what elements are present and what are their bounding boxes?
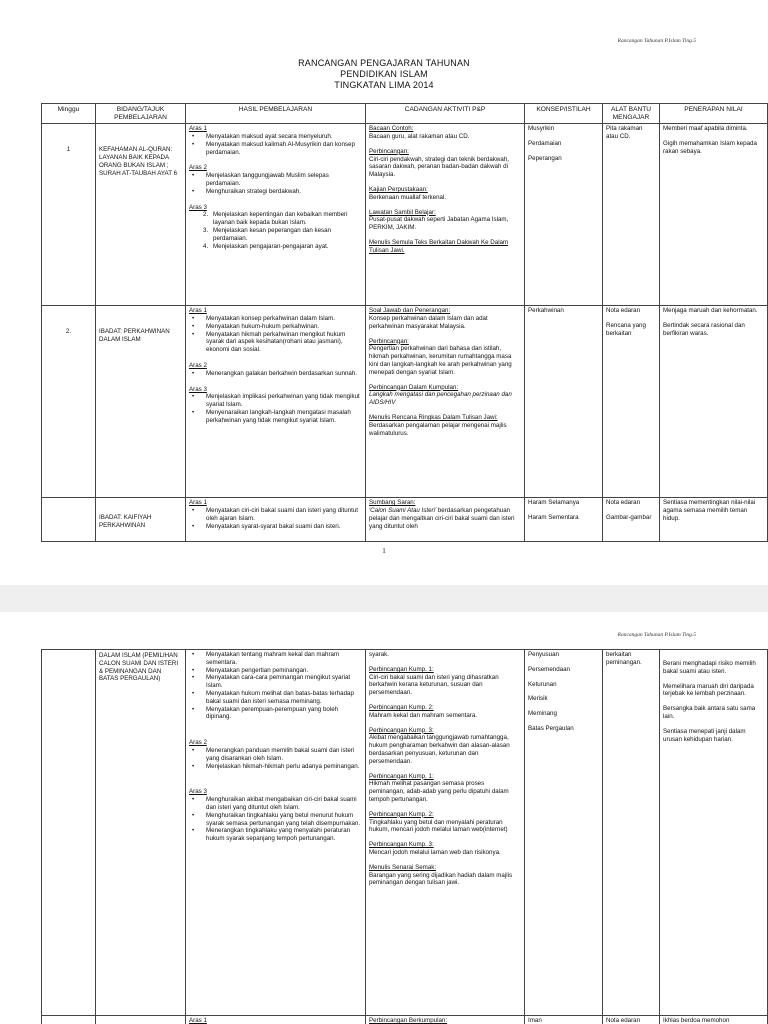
level-label: Aras 2 — [189, 739, 207, 747]
table-row — [42, 306, 768, 498]
activity-text: Barangan yang sering dijadikan hadiah dalam majlis peminangan dengan tulisan jawi. — [369, 871, 513, 887]
activity-text: Langkah mengatasi dan pencegahan perzinaan dan AIDS/HIV — [369, 391, 512, 407]
concept-term: Perdamaian — [528, 139, 562, 147]
level-label: Aras 2 — [189, 361, 207, 369]
teaching-aid: Nota edaran — [606, 499, 641, 507]
activity-heading: Perbincangan Kump. 1: — [369, 772, 434, 780]
topic-cell: KEFAHAMAN AL-QURAN: LAYANAN BAIK KEPADA ORANG BUKAN ISLAM ; SURAH AT-TAUBAH AYAT 6 — [96, 124, 186, 306]
column-header-topic: BIDANG/TAJUK PEMBELAJARAN — [96, 104, 186, 124]
teaching-aids-cell — [603, 1016, 660, 1024]
activity-text: Mahram kekal dan mahram sementara. — [369, 711, 477, 719]
value-item: Gigih memahamkan Islam kepada rakan sebaya. — [663, 139, 757, 155]
activity-text: Berdasarkan pengalaman pelajar mengenai majlis walimatulurus. — [369, 421, 507, 437]
list-item: • Menjelaskan tanggungjawab Muslim selepas perdamaian. — [189, 172, 362, 188]
activity-text: Pusat-pusat dakwah seperti Jabatan Agama Islam, PERKIM, JAKIM. — [369, 216, 509, 232]
list-item: • Menyatakan cara-cara peminangan mengikut syariat Islam. — [189, 674, 362, 690]
values-cell — [660, 498, 768, 542]
concept-term: Penyusuan — [528, 651, 559, 658]
teaching-aids-cell — [603, 650, 660, 1016]
list-item: • Menjelaskan implikasi perkahwinan yang tidak mengikut syariat Islam. — [189, 393, 362, 409]
running-header: Rancangan Tahunan P.Islam Ting.5 — [617, 38, 696, 44]
topic-cell: IBADAT: KAIFIYAH PERKAHWINAN — [96, 498, 186, 542]
table-row — [42, 650, 768, 1016]
teaching-aid: Rencana yang berkaitan — [606, 321, 646, 337]
list-item: • Menyatakan hukum melihat dan batas-batas terhadap bakal suami dan isteri semasa meminang. — [189, 690, 362, 706]
list-item: • Menghuraikan strategi berdakwah. — [189, 188, 362, 196]
value-item: Menjaga maruah dan kehormatan. — [663, 307, 758, 315]
activity-heading: Bacaan Contoh: — [369, 125, 414, 133]
outcomes-cell — [186, 124, 366, 306]
title-line-3: TINGKATAN LIMA 2014 — [334, 80, 434, 90]
activities-cell — [366, 124, 525, 306]
level-label: Aras 1 — [189, 125, 207, 133]
concept-term: Musyrikin — [528, 125, 555, 133]
document-page-2 — [0, 612, 768, 1024]
activity-heading: Perbincangan Kump. 1: — [369, 665, 434, 673]
column-header-teaching-aids: ALAT BANTU MENGAJAR — [603, 104, 660, 124]
level-label: Aras 3 — [189, 385, 207, 393]
table-header-row — [42, 104, 768, 124]
teaching-aids-cell — [603, 498, 660, 542]
level-label: Aras 3 — [189, 788, 207, 796]
outcomes-cell — [186, 498, 366, 542]
concepts-cell — [525, 498, 603, 542]
activity-text: Akibat mengabaikan tanggungjawab rumahtangga, hukum pengharaman berkahwin dan alasan-alasan berdasarkan penyusuan, keturunan dan persemendaan. — [369, 734, 510, 765]
activities-cell — [366, 650, 525, 1016]
list-item: • Menyatakan hukum-hukum perkahwinan. — [189, 323, 362, 331]
table-row — [42, 498, 768, 542]
level-label: Aras 1 — [189, 499, 207, 507]
concepts-cell — [525, 124, 603, 306]
lesson-plan-table-continued — [41, 649, 768, 1024]
teaching-aid: Pita rakaman atau CD. — [606, 125, 643, 140]
week-number: 2. — [42, 306, 96, 498]
activities-cell — [366, 498, 525, 542]
concept-term: Merisik — [528, 695, 548, 703]
concepts-cell — [525, 1016, 603, 1024]
outcomes-cell — [186, 650, 366, 1016]
teaching-aids-cell — [603, 124, 660, 306]
column-header-values: PENERAPAN NILAI — [660, 104, 768, 124]
concepts-cell — [525, 650, 603, 1016]
activity-text: Ciri-ciri pendakwah, strategi dan teknik berdakwah, sasaran dakwah, peranan badan-badan dakwah di Malaysia. — [369, 155, 509, 179]
activity-text: Mencari jodoh melalui laman web dan risikonya. — [369, 848, 501, 856]
activity-text: syarak. — [369, 651, 389, 658]
week-number — [42, 650, 96, 1016]
document-title — [0, 58, 768, 91]
concept-term: Haram Sementara — [528, 513, 579, 521]
level-label: Aras 1 — [189, 1017, 207, 1024]
activity-heading: Menulis Semula Teks Berkaitan Dakwah Ke Dalam Tulisan Jawi. — [369, 238, 509, 254]
activity-heading: Soal Jawab dan Penerangan: — [369, 307, 451, 315]
value-item: Sentiasa mementingkan nilai-nilai agama semasa memilih teman hidup. — [663, 499, 756, 522]
value-item: Berani menghadapi risiko memilih bakal suami atau isteri. — [663, 660, 756, 675]
value-item: Memberi maaf apabila diminta. — [663, 125, 748, 133]
lesson-plan-table — [41, 103, 768, 542]
list-item: • Menyatakan maksud kalimah Al-Musyrikin dan konsep perdamaian. — [189, 141, 362, 157]
activity-heading: Menulis Senarai Semak: — [369, 863, 437, 871]
concept-term: Keturunan — [528, 680, 557, 688]
list-item: • Menyatakan pengertian peminangan. — [189, 667, 362, 675]
column-header-week: Minggu — [42, 104, 96, 124]
list-item: • Menerangkan tingkahlaku yang menyalahi peraturan hukum syarak sepanjang tempoh pertunangan. — [189, 827, 362, 843]
list-item: • Menerangkan galakan berkahwin berdasarkan sunnah. — [189, 370, 362, 378]
concept-term: Batas Pergaulan — [528, 724, 574, 732]
activity-heading: Lawatan Sambil Belajar: — [369, 208, 436, 216]
topic-cell: IBADAT: PERKAHWINAN DALAM ISLAM — [96, 306, 186, 498]
value-item: Bersangka baik antara satu sama lain. — [663, 705, 756, 720]
list-item: • Menerangkan panduan memilih bakal suami dan isteri yang disarankan oleh Islam. — [189, 747, 362, 763]
activity-text: Pengertian perkahwinan dari bahasa dan istilah, hikmah perkahwinan, kerumitan rumahtangga masa kini dan langkah-langkah ke arah perkahwinan yang menepati dengan syariat Islam. — [369, 345, 512, 376]
activity-heading: Kajian Perpustakaan: — [369, 185, 428, 193]
values-cell — [660, 1016, 768, 1024]
outcomes-cell — [186, 1016, 366, 1024]
week-number: 1 — [42, 124, 96, 306]
topic-cell — [96, 1016, 186, 1024]
value-item: Sentiasa menepati janji dalam urusan kehidupan harian. — [663, 727, 746, 743]
topic-cell: DALAM ISLAM (PEMILIHAN CALON SUAMI DAN ISTERI & PEMINANGAN DAN BATAS PERGAULAN) — [96, 650, 186, 1016]
list-item: • Menghuraikan akibat mengabaikan ciri-ciri bakal suami dan isteri yang dituntut oleh Islam. — [189, 796, 362, 812]
list-item: • Menyatakan perempuan-perempuan yang boleh dipinang. — [189, 706, 362, 722]
list-item: • Menyatakan maksud ayat secara menyeluruh. — [189, 133, 362, 141]
activity-text: Konsep perkahwinan dalam Islam dan adat perkahwinan masyarakat Malaysia. — [369, 314, 488, 330]
concept-term: Peperangan — [528, 154, 562, 162]
value-item: Bertindak secara rasional dan berfikiran waras. — [663, 321, 745, 337]
value-item: Ikhlas berdoa memohon — [663, 1017, 730, 1024]
concept-term: Persemendaan — [528, 665, 570, 673]
week-number — [42, 1016, 96, 1024]
running-header: Rancangan Tahunan P.Islam Ting.5 — [617, 632, 696, 638]
concept-term: Iman — [528, 1017, 542, 1024]
list-item: 3. Menjelaskan kesan peperangan dan kesan perdamaian. — [203, 226, 331, 242]
activity-text: Ciri-ciri bakal suami dan isteri yang dihasratkan berkahwin kerana keturunan, susuan dan persemendaan. — [369, 673, 499, 697]
teaching-aid: Nota edaran — [606, 307, 641, 315]
table-row — [42, 124, 768, 306]
activity-heading: Perbincangan Kump. 3: — [369, 841, 434, 849]
values-cell — [660, 124, 768, 306]
page-number: 1 — [382, 547, 386, 555]
activity-heading: Perbincangan: — [369, 147, 409, 155]
values-cell — [660, 650, 768, 1016]
outcomes-cell — [186, 306, 366, 498]
title-line-2: PENDIDIKAN ISLAM — [340, 69, 428, 79]
activities-cell — [366, 1016, 525, 1024]
list-item: 4. Menjelaskan pengajaran-pengajaran ayat. — [203, 242, 329, 250]
level-label: Aras 3 — [189, 203, 207, 211]
activity-text: 'Calon Suami Atau Isteri' berdasarkan pengetahuan pelajar dan mengaitkan ciri-ciri bakal suami dan isteri yang dituntut oleh — [369, 506, 515, 530]
week-number — [42, 498, 96, 542]
concept-term: Perkahwinan — [528, 307, 564, 315]
column-header-outcomes: HASIL PEMBELAJARAN — [186, 104, 366, 124]
activity-heading: Perbincangan Kump. 2: — [369, 810, 434, 818]
list-item: • Menyenaraikan langkah-langkah mengatasi masalah perkahwinan yang tidak mengikut syariat Islam. — [189, 409, 362, 425]
column-header-concepts: KONSEP/ISTILAH — [525, 104, 603, 124]
activity-heading: Perbincangan Kump. 2: — [369, 703, 434, 711]
activity-text: Berkenaan muallaf terkenal. — [369, 193, 447, 201]
list-item: • Menyatakan tentang mahram kekal dan mahram sementara. — [189, 651, 362, 667]
teaching-aid: Nota edaran — [606, 1017, 641, 1024]
level-label: Aras 2 — [189, 164, 207, 172]
list-item: • Menyatakan hikmah perkahwinan mengikut hukum syarak dari aspek kesihatan(rohani atau jasmani), ekonomi dan sosial. — [189, 331, 362, 354]
activity-heading: Perbincangan Berkumpulan: — [369, 1017, 448, 1024]
activity-text: Tingkahlaku yang betul dan menyalahi peraturan hukum, mencari jodoh melalui laman web(internet) — [369, 818, 508, 834]
value-item: Memelihara maruah diri daripada terjebak ke lembah perzinaan. — [663, 682, 754, 698]
activity-text: Bacaan guru, alat rakaman atau CD. — [369, 132, 470, 140]
activity-heading: Perbincangan Kump. 3: — [369, 726, 434, 734]
list-item: • Menjelaskan hikmah-hikmah perlu adanya peminangan. — [189, 763, 362, 771]
concept-term: Meminang — [528, 710, 557, 718]
list-item: • Menyatakan syarat-syarat bakal suami dan isteri. — [189, 523, 362, 531]
activity-heading: Menulis Rencana Ringkas Dalam Tulisan Jawi: — [369, 413, 498, 421]
concepts-cell — [525, 306, 603, 498]
list-item: 2. Menjelaskan kepentingan dan kebaikan memberi layanan baik kepada bukan Islam. — [203, 211, 348, 227]
values-cell — [660, 306, 768, 498]
teaching-aid: Gambar-gambar — [606, 513, 652, 521]
column-header-activities: CADANGAN AKTIVITI P&P — [366, 104, 525, 124]
activity-heading: Sumbang Saran: — [369, 499, 416, 507]
activity-text: Hikmah melihat pasangan semasa proses peminangan, adab-adab yang perlu dipatuhi dalam tempoh pertunangan. — [369, 780, 509, 803]
activity-heading: Perbincangan Dalam Kumpulan: — [369, 383, 459, 391]
concept-term: Haram Selamanya — [528, 499, 580, 507]
list-item: • Menghuraikan tingkahlaku yang betul menurut hukum syarak semasa pertunangan yang telah disempurnakan. — [189, 812, 362, 828]
activities-cell — [366, 306, 525, 498]
activity-heading: Perbincangan: — [369, 337, 409, 345]
list-item: • Menyatakan konsep perkahwinan dalam Islam. — [189, 315, 362, 323]
table-row — [42, 1016, 768, 1024]
list-item: • Menyatakan ciri-ciri bakal suami dan isteri yang dituntut oleh ajaran Islam. — [189, 507, 362, 523]
teaching-aids-cell — [603, 306, 660, 498]
teaching-aid: berkaitan peminangan. — [606, 651, 642, 666]
title-line-1: RANCANGAN PENGAJARAN TAHUNAN — [298, 58, 470, 68]
level-label: Aras 1 — [189, 307, 207, 315]
